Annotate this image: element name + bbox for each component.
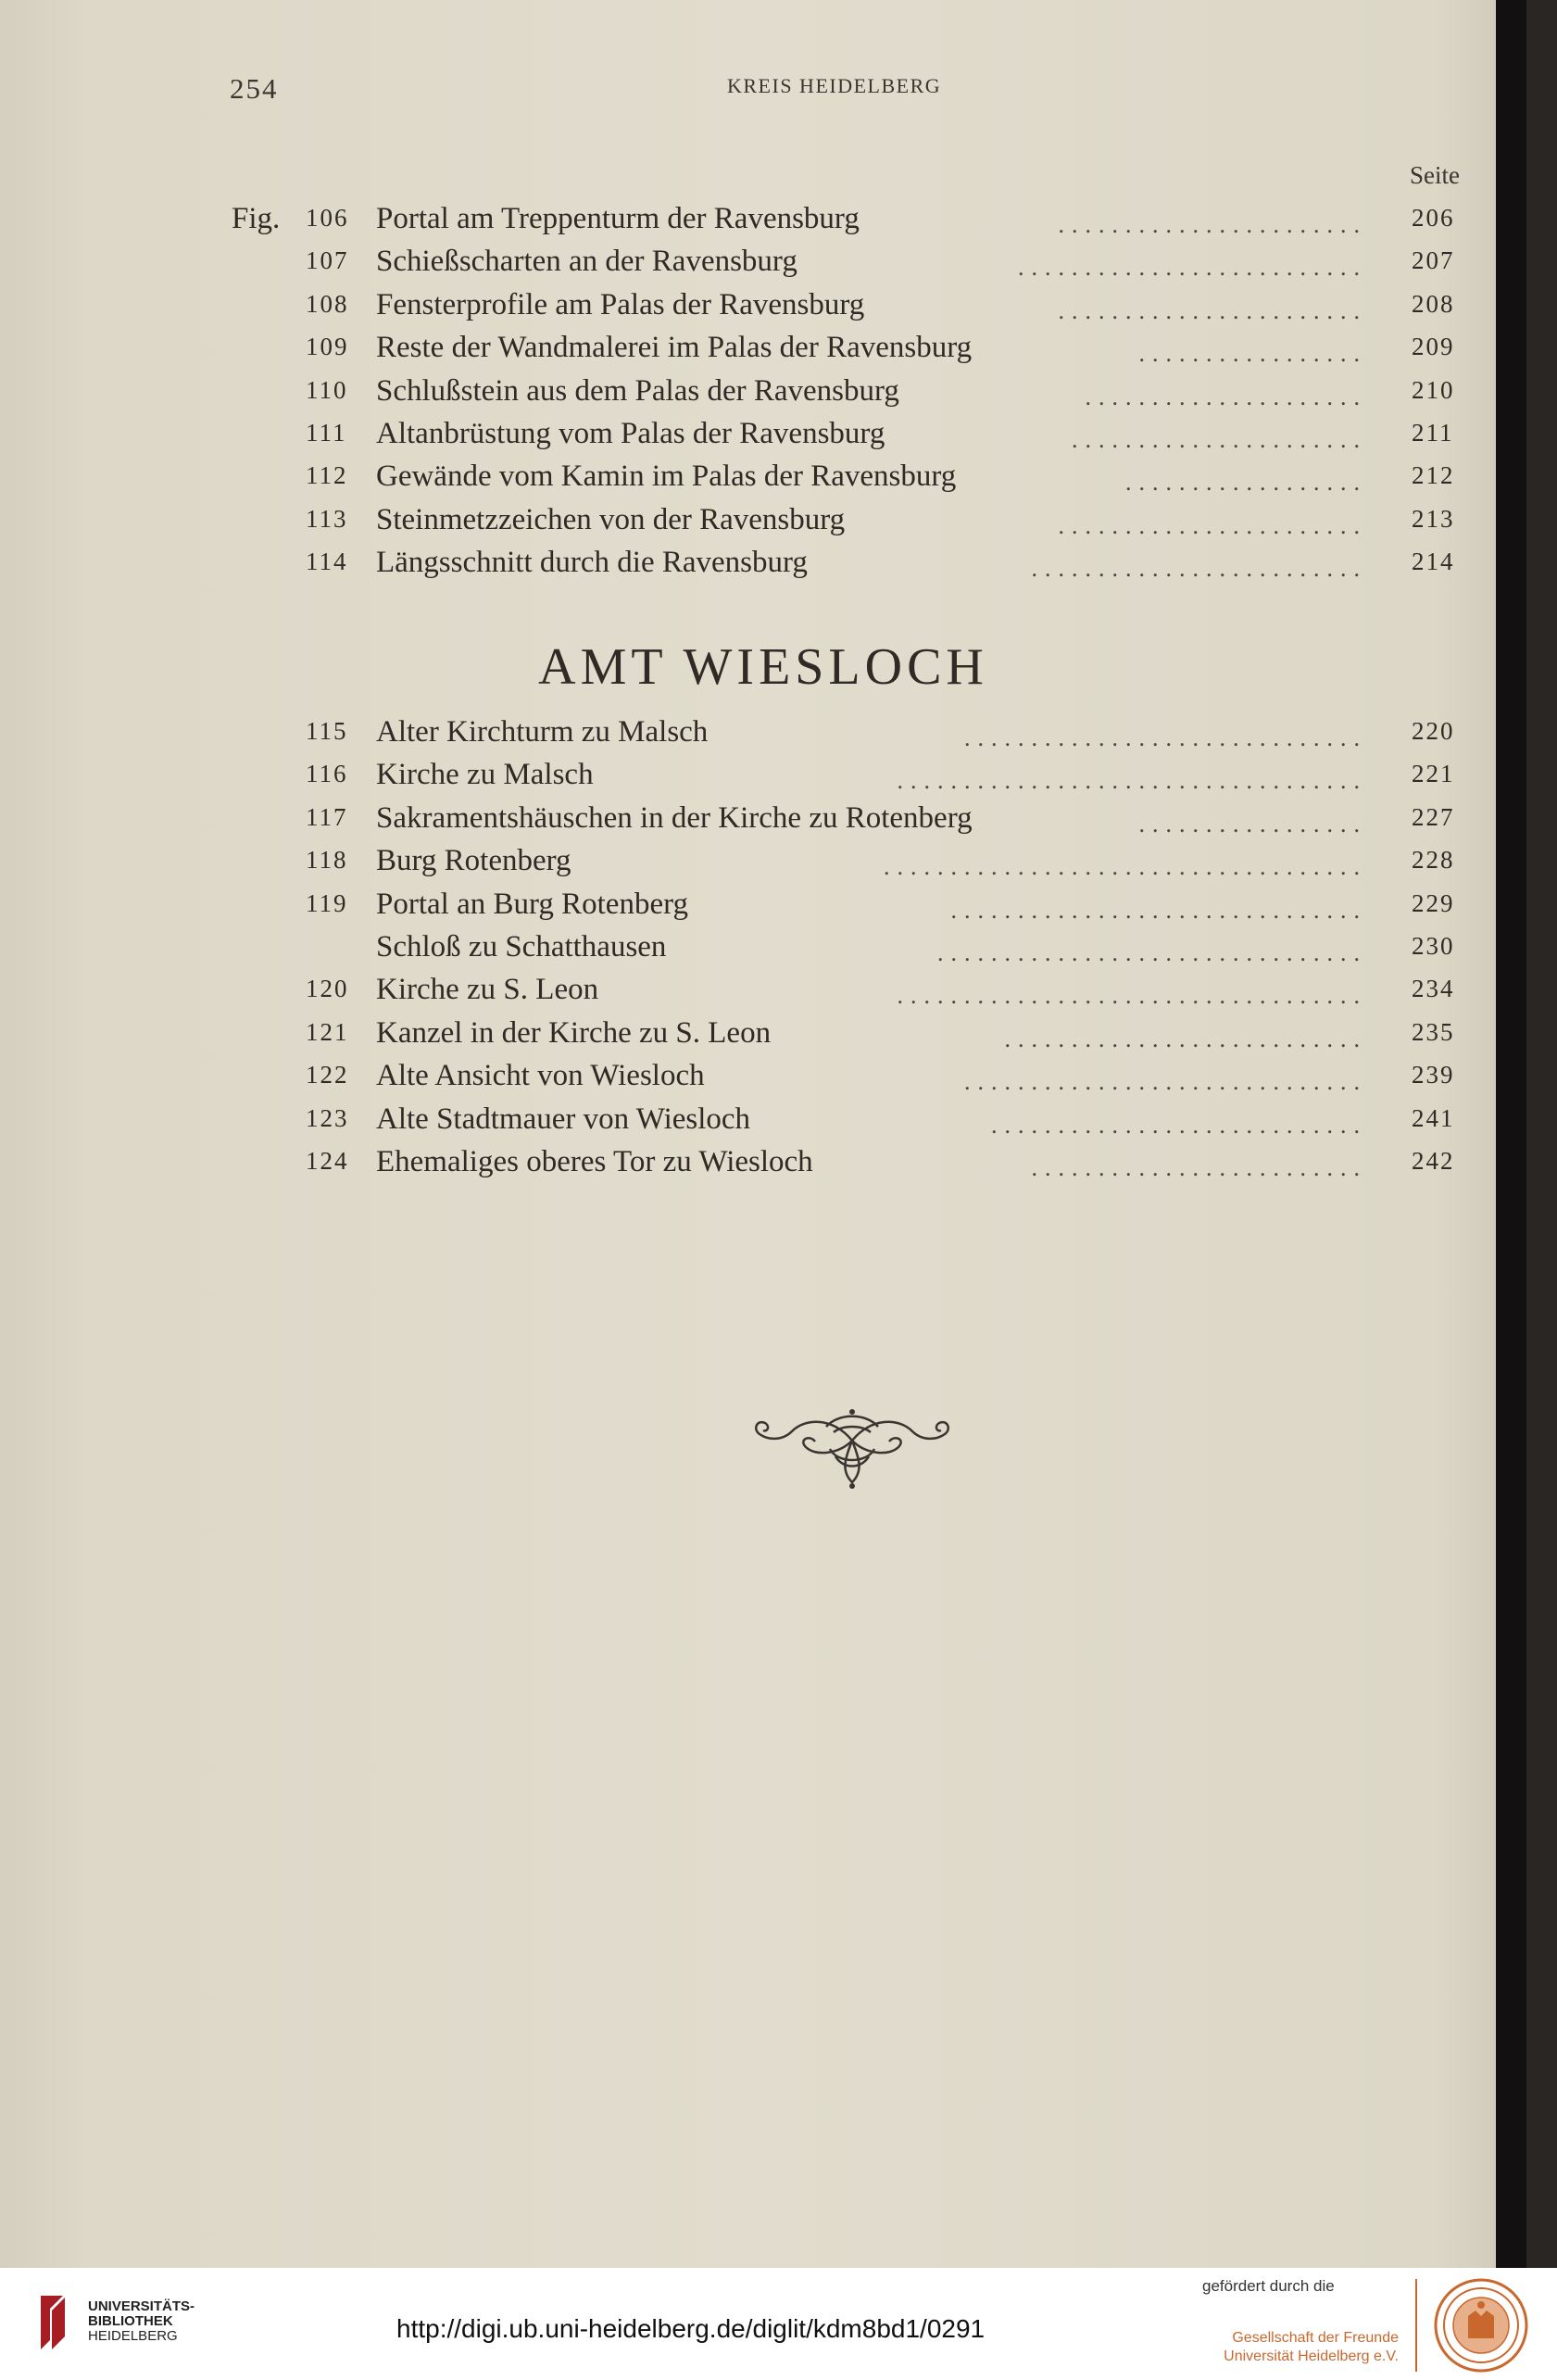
- toc-entry: [0, 888, 1526, 925]
- leader-dots: ...........................: [1004, 1025, 1367, 1052]
- figure-number: 123: [306, 1103, 349, 1132]
- page-reference: 221: [1412, 760, 1455, 788]
- leader-dots: .......................: [1058, 296, 1367, 324]
- page-column-label: Seite: [1410, 161, 1460, 189]
- page-reference: 239: [1412, 1061, 1455, 1089]
- toc-entry: [0, 1059, 1526, 1096]
- page-reference: 220: [1412, 717, 1455, 745]
- page-reference: 242: [1412, 1147, 1455, 1175]
- toc-entry: [0, 546, 1526, 583]
- toc-entry: [0, 715, 1526, 752]
- figure-title: Reste der Wandmalerei im Palas der Ravensburg: [376, 331, 973, 365]
- sponsor-label: gefördert durch die: [1202, 2277, 1335, 2295]
- toc-entry: [0, 1145, 1526, 1182]
- toc-entry: [0, 460, 1526, 497]
- leader-dots: .................: [1138, 810, 1367, 837]
- page-reference: 210: [1412, 375, 1455, 404]
- leader-dots: .......................: [1058, 511, 1367, 539]
- page-reference: 235: [1412, 1017, 1455, 1046]
- leader-dots: ...............................: [950, 896, 1367, 924]
- page-reference: 206: [1412, 204, 1455, 232]
- toc-entry: [0, 202, 1526, 239]
- leader-dots: .....................: [1085, 383, 1367, 410]
- figure-number: 115: [306, 717, 348, 745]
- figure-title: Alte Ansicht von Wiesloch: [376, 1059, 705, 1093]
- figure-number: 124: [306, 1147, 349, 1175]
- figure-number: 117: [306, 802, 348, 831]
- leader-dots: ..............................: [964, 724, 1367, 751]
- leader-dots: .........................: [1031, 555, 1367, 583]
- figure-title: Längsschnitt durch die Ravensburg: [376, 546, 808, 580]
- page-reference: 209: [1412, 333, 1455, 361]
- leader-dots: ..............................: [964, 1068, 1367, 1096]
- figure-title: Sakramentshäuschen in der Kirche zu Rotenberg: [376, 800, 973, 835]
- page-reference: 228: [1412, 846, 1455, 875]
- page-reference: 211: [1412, 419, 1454, 447]
- toc-entry: [0, 758, 1526, 795]
- toc-entry: [0, 331, 1526, 368]
- toc-entry: [0, 374, 1526, 411]
- page-reference: 241: [1412, 1103, 1455, 1132]
- figure-title: Altanbrüstung vom Palas der Ravensburg: [376, 417, 885, 450]
- sponsor-name-line1: Gesellschaft der Freunde: [1232, 2330, 1399, 2346]
- figure-number: 106: [306, 204, 349, 232]
- figure-title: Steinmetzzeichen von der Ravensburg: [376, 502, 846, 536]
- running-title: KREIS HEIDELBERG: [727, 74, 942, 97]
- library-name-line1: UNIVERSITÄTS-: [88, 2298, 195, 2314]
- figure-number: 122: [306, 1061, 349, 1089]
- figure-number: 108: [306, 289, 349, 318]
- toc-entry: [0, 973, 1526, 1010]
- toc-entry: [0, 1016, 1526, 1053]
- toc-entry: [0, 503, 1526, 540]
- figure-title: Alte Stadtmauer von Wiesloch: [376, 1102, 751, 1136]
- university-seal-icon: [1433, 2277, 1529, 2374]
- figure-number: 109: [306, 333, 349, 361]
- leader-dots: .........................: [1031, 1154, 1367, 1181]
- leader-dots: ............................: [991, 1111, 1367, 1139]
- figure-number: 107: [306, 246, 349, 275]
- page-reference: 207: [1412, 246, 1455, 275]
- toc-entry: [0, 844, 1526, 881]
- figure-title: Alter Kirchturm zu Malsch: [376, 715, 709, 749]
- sponsor-name: [1204, 2329, 1399, 2366]
- leader-dots: .......................: [1058, 211, 1367, 238]
- toc-entry: [0, 417, 1526, 454]
- toc-entry: [0, 288, 1526, 325]
- figure-number: 118: [306, 846, 348, 875]
- figure-title: Portal an Burg Rotenberg: [376, 887, 688, 921]
- decorative-ornament: [741, 1390, 963, 1492]
- footer-bar: [0, 2268, 1557, 2380]
- figure-number: 119: [306, 888, 348, 917]
- figure-title: Ehemaliges oberes Tor zu Wiesloch: [376, 1145, 813, 1178]
- figure-number: 113: [306, 504, 348, 533]
- section-heading: AMT WIESLOCH: [538, 638, 988, 696]
- leader-dots: ......................: [1072, 426, 1367, 453]
- leader-dots: ................................: [937, 939, 1367, 966]
- library-name-line3: HEIDELBERG: [88, 2328, 178, 2344]
- page-reference: 229: [1412, 888, 1455, 917]
- figure-title: Gewände vom Kamin im Palas der Ravensburg: [376, 460, 957, 494]
- figure-number: 120: [306, 975, 349, 1003]
- toc-entry: [0, 245, 1526, 282]
- permalink-url[interactable]: http://digi.ub.uni-heidelberg.de/diglit/kdm8bd1/0291: [396, 2314, 986, 2343]
- page-number: 254: [230, 72, 279, 105]
- figure-title: Portal am Treppenturm der Ravensburg: [376, 202, 860, 235]
- leader-dots: ....................................: [884, 853, 1367, 881]
- leader-dots: ..................: [1125, 469, 1367, 497]
- figure-title: Schlußstein aus dem Palas der Ravensburg: [376, 373, 899, 408]
- fig-prefix: Fig.: [232, 202, 281, 235]
- figure-title: Kanzel in der Kirche zu S. Leon: [376, 1015, 772, 1050]
- library-name: [88, 2299, 195, 2344]
- page-reference: 234: [1412, 975, 1455, 1003]
- figure-title: Fensterprofile am Palas der Ravensburg: [376, 287, 865, 321]
- leader-dots: ..........................: [1018, 254, 1367, 282]
- ub-heidelberg-logo-icon: [31, 2288, 76, 2353]
- page-reference: 212: [1412, 461, 1455, 490]
- page-reference: 213: [1412, 504, 1455, 533]
- figure-number: 121: [306, 1017, 349, 1046]
- leader-dots: .................: [1138, 340, 1367, 368]
- figure-number: 111: [306, 419, 347, 447]
- figure-title: Schießscharten an der Ravensburg: [376, 245, 797, 279]
- figure-number: 116: [306, 760, 348, 788]
- sponsor-divider: [1415, 2279, 1417, 2372]
- page-reference: 208: [1412, 289, 1455, 318]
- sponsor-name-line2: Universität Heidelberg e.V.: [1224, 2349, 1399, 2364]
- figure-title: Kirche zu Malsch: [376, 758, 594, 792]
- figure-title: Burg Rotenberg: [376, 844, 571, 878]
- library-name-line2: BIBLIOTHEK: [88, 2313, 173, 2329]
- toc-entry: [0, 1102, 1526, 1140]
- figure-number: 114: [306, 548, 348, 576]
- figure-number: 112: [306, 461, 348, 490]
- figure-title: Kirche zu S. Leon: [376, 973, 599, 1007]
- leader-dots: ...................................: [897, 767, 1367, 795]
- figure-title: Schloß zu Schatthausen: [376, 930, 667, 963]
- leader-dots: ...................................: [897, 982, 1367, 1010]
- toc-entry: [0, 801, 1526, 838]
- page-reference: 230: [1412, 932, 1455, 960]
- page-reference: 227: [1412, 802, 1455, 831]
- figure-number: 110: [306, 375, 348, 404]
- toc-entry: [0, 930, 1526, 967]
- page-reference: 214: [1412, 548, 1455, 576]
